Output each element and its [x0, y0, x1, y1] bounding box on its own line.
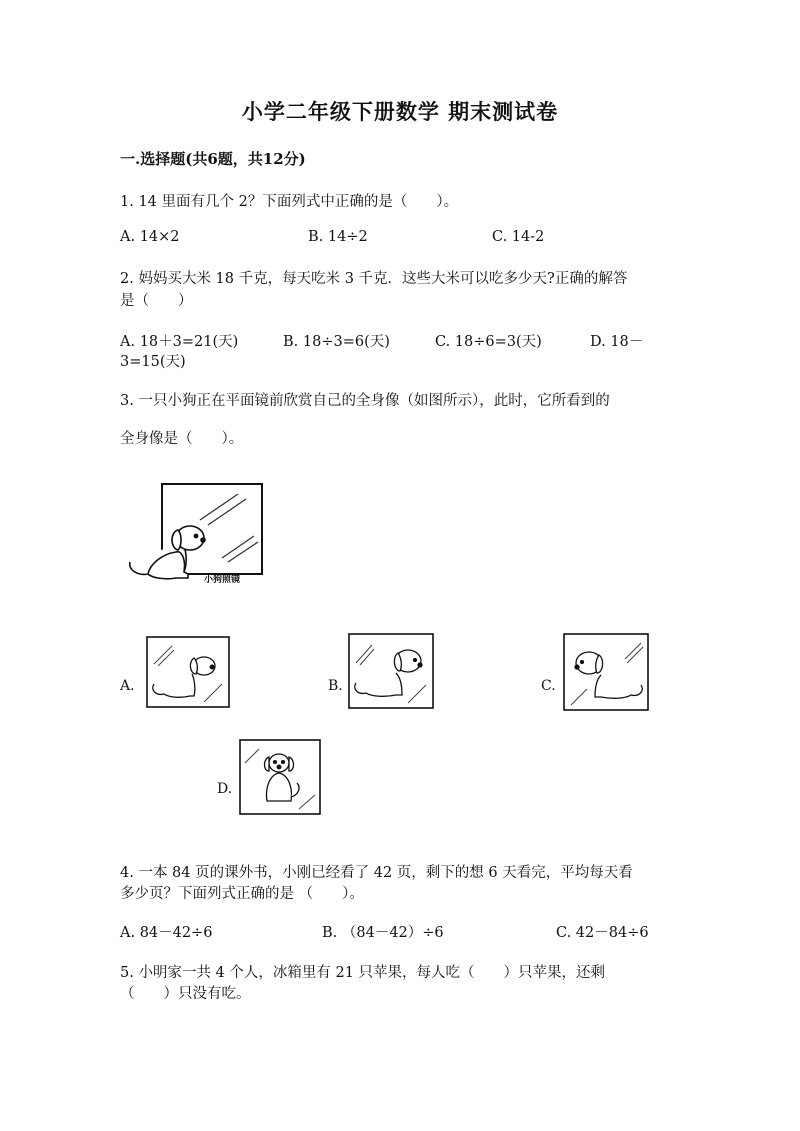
- question-1-option-a[interactable]: A. 14×2: [120, 229, 180, 245]
- question-3-text-line-2: 全身像是（ ）。: [120, 431, 244, 447]
- option-a-mirror-image[interactable]: [146, 636, 230, 708]
- question-3-option-c[interactable]: C.: [541, 678, 556, 694]
- question-4-option-b[interactable]: B. （84－42）÷6: [322, 925, 444, 941]
- question-3-text-line-1: 3. 一只小狗正在平面镜前欣赏自己的全身像（如图所示），此时，它所看到的: [120, 393, 610, 409]
- question-4-text-line-1: 4. 一本 84 页的课外书，小刚已经看了 42 页，剩下的想 6 天看完，平均每天看: [120, 865, 633, 881]
- question-2-option-d-continued: 3=15(天): [120, 354, 186, 370]
- dog-mirror-figure: [128, 480, 278, 590]
- question-5-text-line-2: （ ）只没有吃。: [120, 986, 251, 1002]
- question-2-text-line-1: 2. 妈妈买大米 18 千克，每天吃米 3 千克．这些大米可以吃多少天?正确的解答: [120, 271, 628, 287]
- question-3-option-b[interactable]: B.: [328, 678, 343, 694]
- question-2-option-b[interactable]: B. 18÷3=6(天): [283, 334, 390, 350]
- option-c-mirror-image[interactable]: [563, 633, 649, 711]
- question-4-text-line-2: 多少页？下面列式正确的是 （ ）。: [120, 886, 364, 902]
- question-2-option-d[interactable]: D. 18－: [590, 334, 644, 350]
- question-1-option-c[interactable]: C. 14-2: [492, 229, 545, 245]
- question-3-option-a[interactable]: A.: [120, 678, 135, 694]
- option-d-dog-icon: [265, 754, 300, 801]
- option-b-dog-icon: [355, 650, 422, 696]
- question-3-option-d[interactable]: D.: [217, 781, 233, 797]
- question-4-option-a[interactable]: A. 84－42÷6: [120, 925, 213, 941]
- question-5-text-line-1: 5. 小明家一共 4 个人，冰箱里有 21 只苹果，每人吃（ ）只苹果，还剩: [120, 965, 606, 981]
- question-2-option-c[interactable]: C. 18÷6=3(天): [435, 334, 542, 350]
- option-b-frame: [349, 634, 433, 708]
- option-b-mirror-image[interactable]: [348, 633, 434, 709]
- page-title: 小学二年级下册数学 期末测试卷: [241, 99, 559, 124]
- question-1-text: 1. 14 里面有几个 2？下面列式中正确的是（ ）。: [120, 194, 459, 210]
- option-a-dog-icon: [153, 657, 215, 697]
- question-1-option-b[interactable]: B. 14÷2: [308, 229, 368, 245]
- mirror-reflection-lines: [200, 494, 258, 562]
- figure-caption: 小狗照镜: [204, 575, 241, 585]
- section-heading: 一.选择题(共6题，共12分): [120, 150, 306, 168]
- option-c-frame: [564, 634, 648, 710]
- question-4-option-c[interactable]: C. 42－84÷6: [556, 925, 649, 941]
- option-d-mirror-image[interactable]: [239, 739, 321, 815]
- dog-drawing: [130, 526, 205, 579]
- question-2-text-line-2: 是（ ）: [120, 293, 193, 309]
- question-2-option-a[interactable]: A. 18＋3=21(天): [120, 334, 239, 350]
